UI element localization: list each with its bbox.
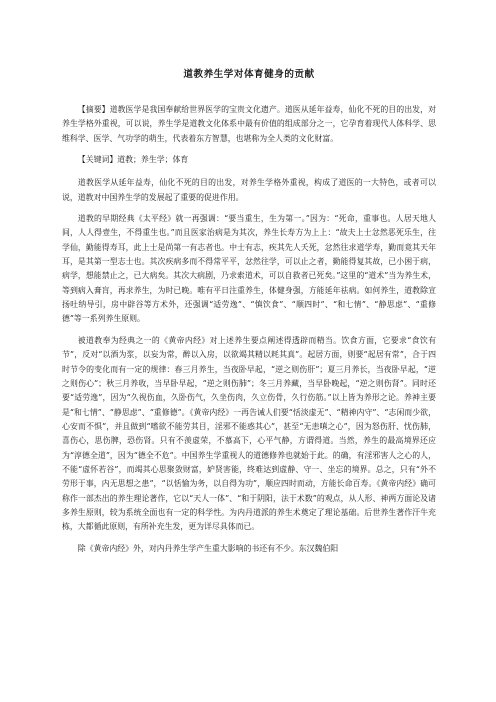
body-paragraph: 除《黄帝内经》外，对内丹养生学产生重大影响的书还有不少。东汉魏伯阳 <box>77 543 339 553</box>
document-title: 道教养生学对体育健身的贡献 <box>183 69 315 80</box>
body-paragraph: 被道教奉为经典之一的《黄帝内经》对上述养生要点阐述得透辟而精当。饮食方面，它要求“食饮有节”，反对“以酒为浆，以妄为常，醉以入房，以欲竭其精以耗其真”。起居方面，则要“起居有常”，合于四时节令的变化而有一定的规律：春三月养生，当夜卧早起，“逆之则伤肝”；夏三月养长，当夜卧早起，“逆之则伤心”；秋三月养收，当早卧早起，“逆之则伤肺”；冬三月养藏，当早卧晚起，“逆之则伤肾”。同时还要“适劳逸”，因为“久视伤血，久卧伤气，久坐伤肉，久立伤骨，久行伤筋。”以上皆为养形之论。养神主要是“和七情”、“静思虑”、“重修德”。《黄帝内经》一再告诫人们要“恬淡虚无”、“精神内守”、“志闲而少欲，心安而不惧”，并且做到“嗜欲不能劳其目，淫邪不能惑其心”，甚至“无恚嗔之心”，因为怒伤肝、忧伤肺，喜伤心，思伤脾，恐伤肾。只有不羡虚荣，不慕高下，心平气静，方谓得道。当然，养生的最高境界还应为“淳德全道”，因为“德全不危”。中国养生学重视人的道德修养也就始于此。的确，有淫邪害人之心的人，不能“虚怀若谷”，而竭其心思聚敛财富，妒贤害能，终难达到虚静、守一、坐忘的境界。总之，只有“外不劳形于事，内无思想之患”，“以恬愉为务，以自得为功”，顺应四时而动，方能长命百寿。《黄帝内经》确可称作一部杰出的养生理论著作，它以“天人一体”、“和于阴阳，法于术数”的观点，从人形、神两方面论及诸多养生原则，较为系统全面也有一定的科学性。为内丹道派的养生术奠定了理论基础。后世养生著作汗牛充栋，大都循此原则，有所补充生发，更为详尽具体而已。 <box>62 335 436 532</box>
abstract-paragraph: 【摘要】道教医学是我国奉献给世界医学的宝贵文化遗产。道医从延年益寿，仙化不死的目的出发，对养生学格外重视，可以说，养生学是道教文化体系中最有价值的组成部分之一，它孕育着现代人体科学、思维科学、医学、气功学的萌生，代表着东方智慧，也堪称为全人类的文化财富。 <box>62 105 436 143</box>
keywords-paragraph: 【关键词】道教；养生学；体育 <box>77 155 189 165</box>
body-paragraph: 道教的早期经典《太平经》就一再强调：“要当重生，生为第一。”因为：“死命，重事也。人居天地人间，人人得壹生，不得重生也。”而且医家治病是为其次，养生长寿方为上上：“故夫上士忿然恶死乐生，往学仙，勤能得寿耳，此上士是尚第一有志者也。中士有志，疾其先人夭死，忿然往求道学寿，勤而竟其天年耳，是其第一型志士也。其次疾病多而不得常平平，忿然往学，可以止之者，勤能得复其故，已小困于病，病学，想能禁止之，已大病矣。其次大病剧，乃求索道术，可以自救者已死矣。”这里的“道术”当为养生术，等到病入膏肓，再求养生，为时已晚。唯有平日注重养生，体健身强，方能延年祛病。如何养生，道教除宣扬吐纳导引，房中辟谷等方术外，还强调“适劳逸”、“慎饮食”、“顺四时”、“和七情”、“静思虑”、“重修德”等一系列养生原则。 <box>62 214 436 324</box>
body-paragraph: 道教医学从延年益寿，仙化不死的目的出发，对养生学格外重视，构成了道医的一大特色，或者可以说，道教对中国养生学的发展起了重要的促进作用。 <box>62 178 436 202</box>
